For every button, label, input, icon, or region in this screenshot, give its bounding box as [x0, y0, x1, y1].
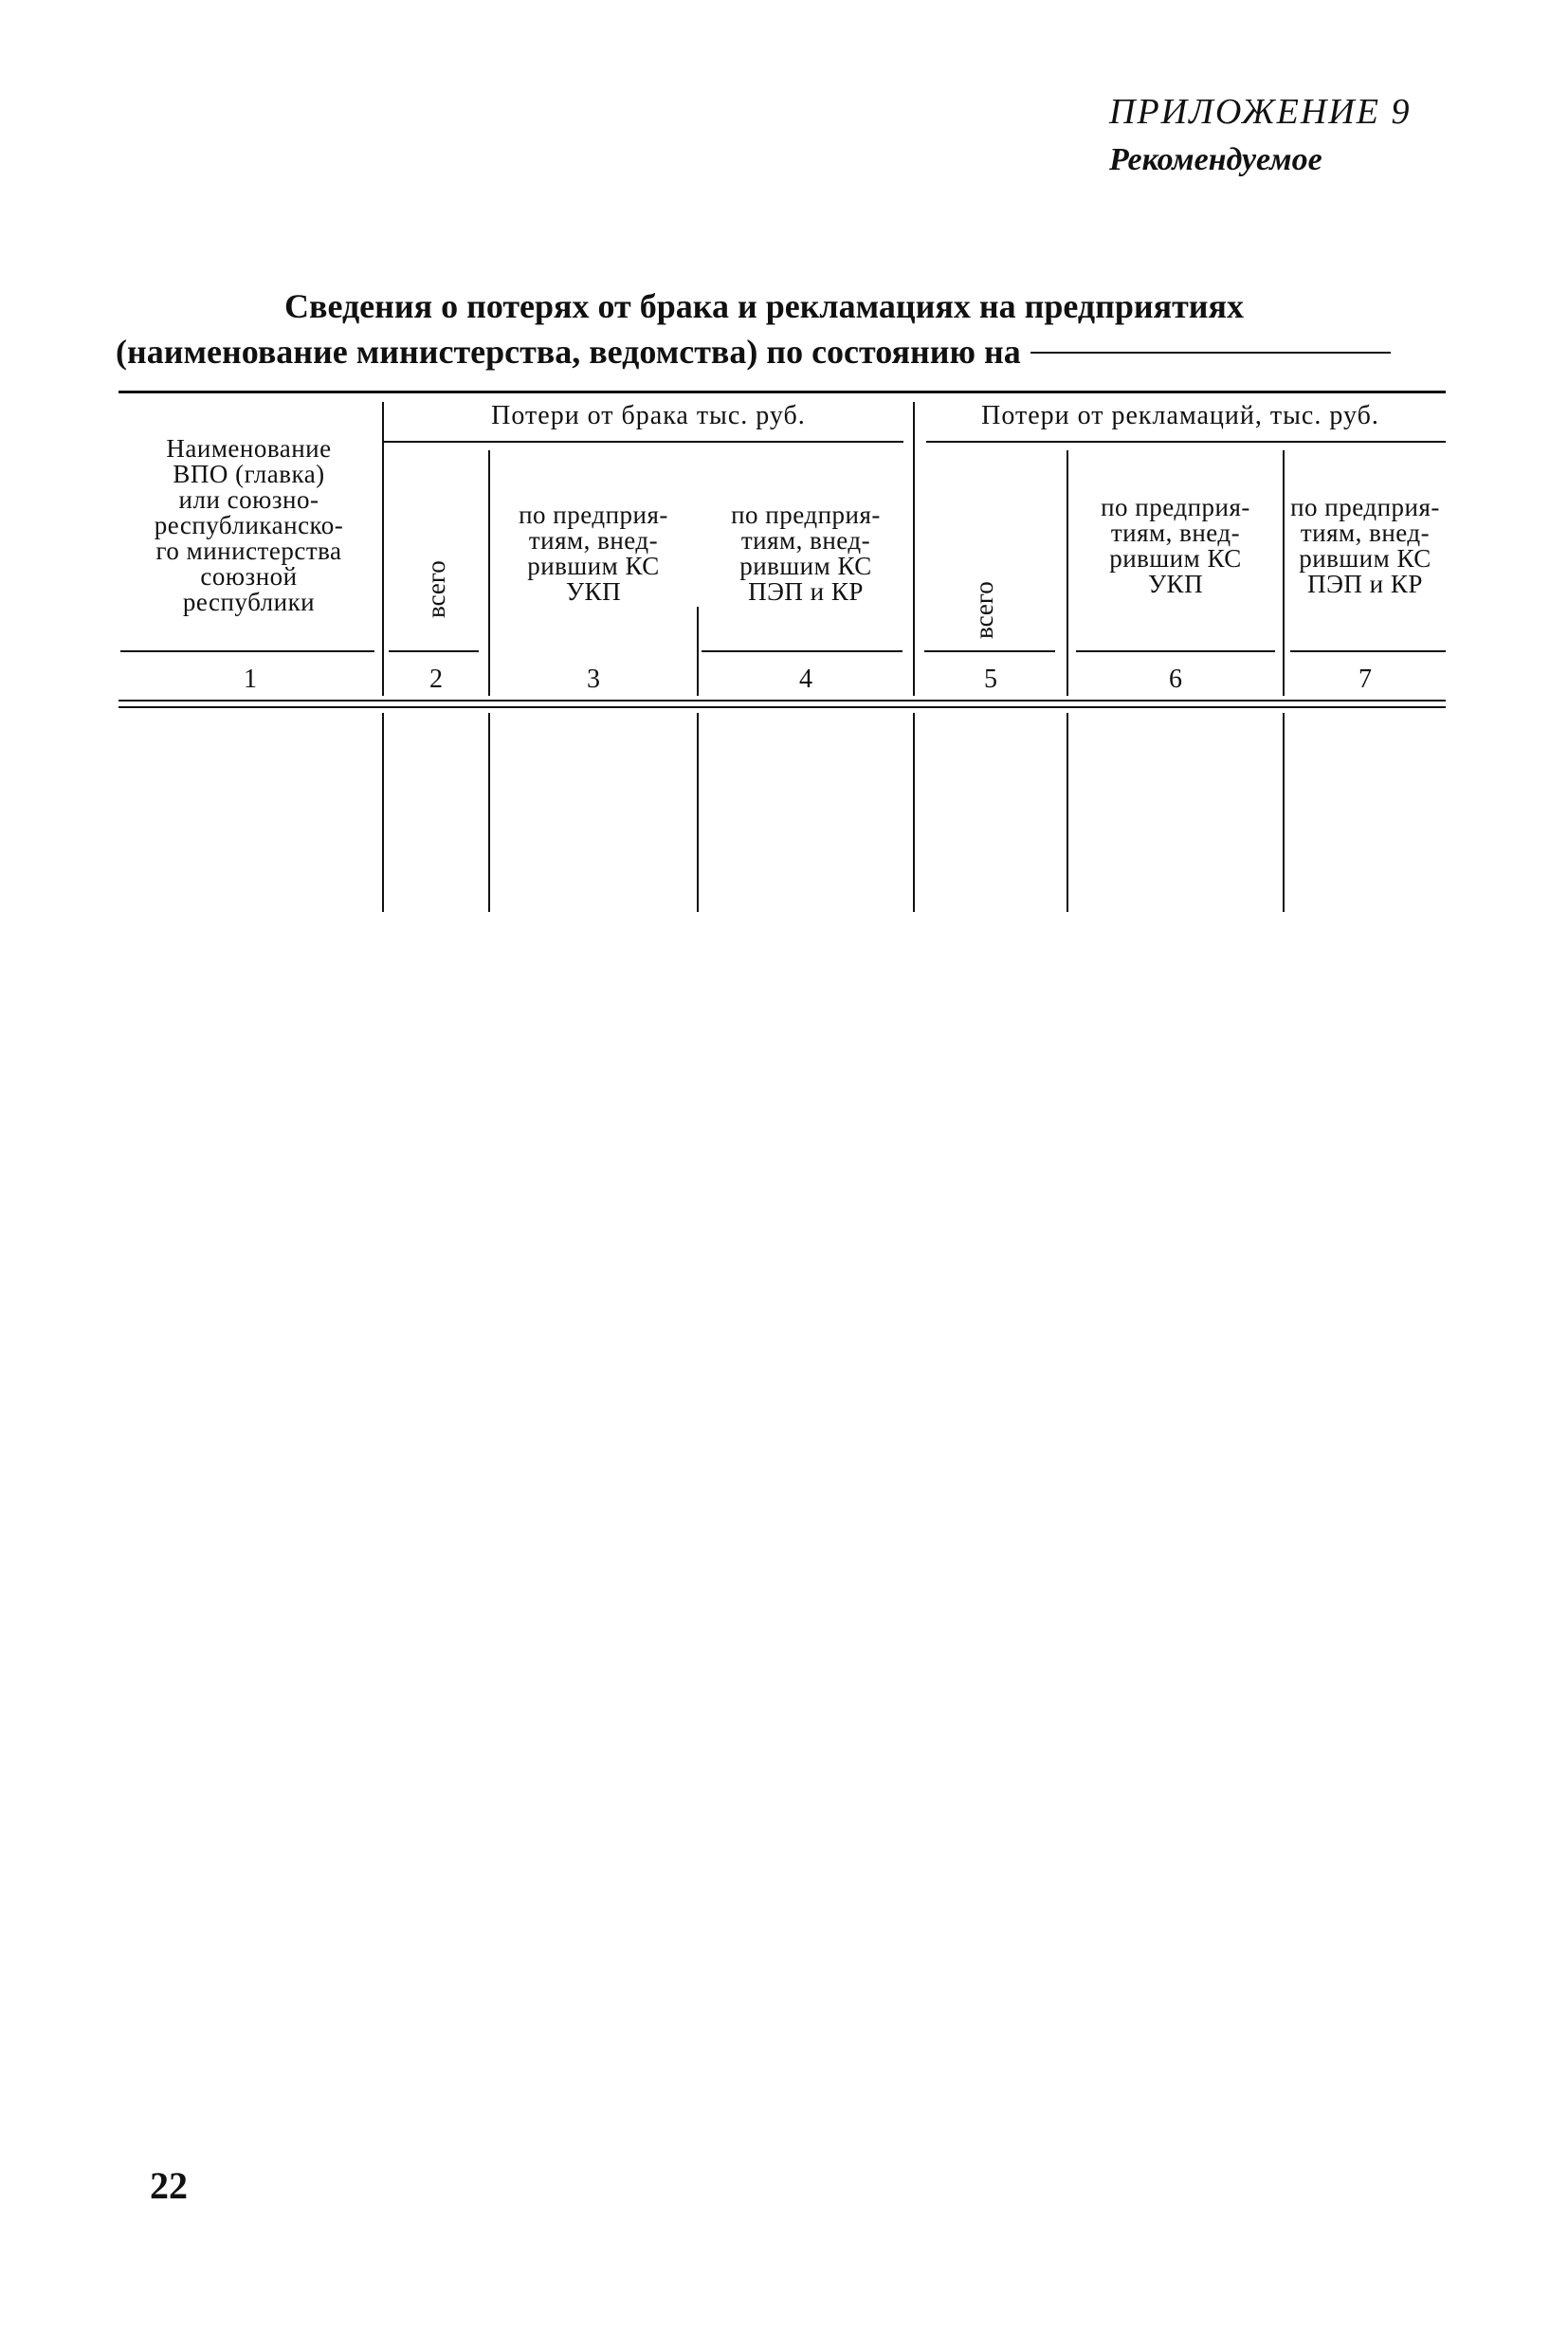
col3-header — [490, 502, 697, 605]
col1-header-line: Наименование — [166, 434, 332, 463]
col7-header-line: ПЭП и КР — [1307, 570, 1423, 598]
vline-e-body — [1067, 713, 1068, 912]
col1-header-line: или союзно- — [178, 485, 319, 514]
losses-form-table — [119, 391, 1446, 912]
date-fill-line — [1030, 352, 1391, 354]
header-bottom-rule-col5 — [924, 650, 1055, 652]
col3-header-line: рившим КС — [527, 552, 660, 580]
column-number-4: 4 — [799, 665, 812, 694]
header-bottom-rule-col7 — [1290, 650, 1446, 652]
column-number-7: 7 — [1358, 665, 1372, 694]
col3-header-line: по предприя- — [519, 501, 668, 529]
col6-header-line: по предприя- — [1101, 493, 1250, 521]
vline-b-body — [488, 713, 490, 912]
header-bottom-rule-col6 — [1076, 650, 1275, 652]
header-bottom-rule-col2 — [389, 650, 479, 652]
col6-header-line: тиям, внед- — [1110, 519, 1241, 547]
col4-header-line: по предприя- — [731, 501, 881, 529]
col3-header-line: УКП — [565, 577, 622, 606]
column-number-1: 1 — [244, 665, 257, 694]
vline-d-body — [913, 713, 915, 912]
col4-header-line: рившим КС — [739, 552, 872, 580]
col7-header-line: рившим КС — [1299, 544, 1431, 573]
vline-f-body — [1283, 713, 1285, 912]
col7-header-line: тиям, внед- — [1300, 519, 1431, 547]
document-title: Сведения о потерях от брака и рекламациях на предприятиях — [284, 287, 1244, 325]
col3-header-line: тиям, внед- — [528, 526, 659, 555]
col1-header-line: республики — [182, 588, 316, 616]
vline-c-body — [697, 713, 699, 912]
col7-header — [1285, 495, 1446, 597]
vline-a-header — [382, 402, 384, 696]
appendix-title: ПРИЛОЖЕНИЕ 9 — [1109, 92, 1412, 132]
col7-header-line: по предприя- — [1290, 493, 1440, 521]
table-top-rule — [119, 391, 1446, 393]
appendix-subtitle: Рекомендуемое — [1109, 142, 1322, 177]
page-number: 22 — [150, 2164, 188, 2207]
col1-header-line: ВПО (главка) — [173, 460, 325, 488]
group-header-defect-losses: Потери от брака тыс. руб. — [491, 401, 806, 430]
col1-header-line: республиканско- — [154, 511, 344, 539]
group-header-claim-losses: Потери от рекламаций, тыс. руб. — [981, 401, 1379, 430]
col1-header-line: союзной — [200, 562, 298, 591]
col5-total-label: всего — [970, 581, 998, 639]
column-number-3: 3 — [587, 665, 600, 694]
col2-total-label: всего — [422, 560, 450, 618]
numbers-double-rule-top — [119, 700, 1446, 702]
vline-d-header — [913, 402, 915, 696]
col4-header-line: тиям, внед- — [740, 526, 871, 555]
header-bottom-rule-col4 — [702, 650, 903, 652]
col4-header-line: ПЭП и КР — [748, 577, 864, 606]
vline-a-body — [382, 713, 384, 912]
document-subtitle-text: (наименование министерства, ведомства) по состоянию на — [116, 333, 1021, 371]
col6-header-line: рившим КС — [1109, 544, 1242, 573]
document-subtitle — [116, 332, 1443, 372]
col4-header — [699, 502, 913, 605]
column-number-6: 6 — [1169, 665, 1182, 694]
header-bottom-rule-col1 — [120, 650, 374, 652]
column-number-2: 2 — [429, 665, 443, 694]
col1-header — [119, 436, 379, 615]
col6-header-line: УКП — [1147, 570, 1204, 598]
numbers-double-rule-bottom — [119, 706, 1446, 708]
col1-header-line: го министерства — [155, 537, 342, 565]
column-number-5: 5 — [984, 665, 997, 694]
group-claims-underline — [926, 441, 1446, 443]
group-defects-underline — [384, 441, 903, 443]
col6-header — [1068, 495, 1283, 597]
